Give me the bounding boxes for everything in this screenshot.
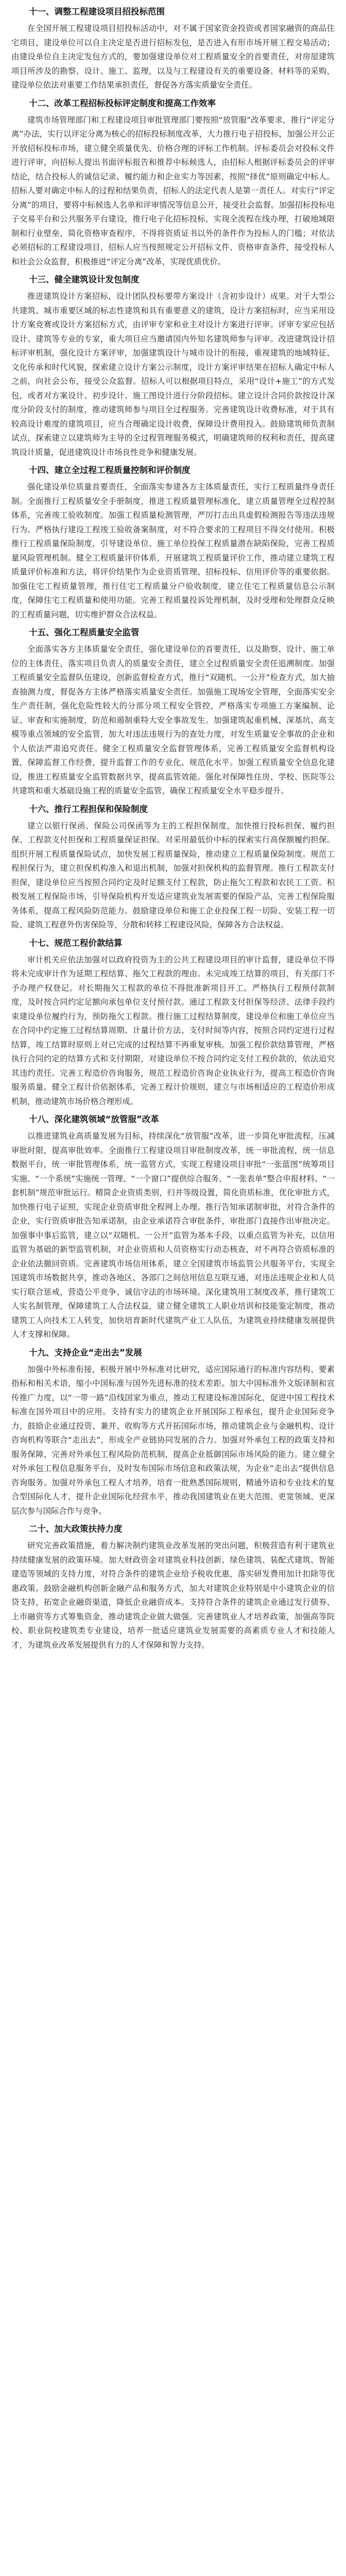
section-20 (11, 1520, 335, 1652)
paragraph: 强化建设单位质量首要责任，全面落实参建各方主体质量责任，实行工程质量终身责任制。全面推行工程质量安全手册制度，推进工程质量管理标准化，建立质量管理全过程控制体系，完善竣工验收制度。加强工程质量检测管理，严厉打击出具虚假检测报告等违法违规行为。严格执行建设工程竣工验收备案制度，对不符合要求的工程项目不得交付使用。积极推行工程质量保险制度，引导建设单位、施工单位投保工程质量潜在缺陷保险，完善工程质量风险管理机制。健全工程质量评价体系，开展建筑工程质量评价工作，推动建立建筑工程质量评价标准和方法，将评价结果作为企业资质管理、招标投标、信用评价等的重要依据。加强住宅工程质量管理，推行住宅工程质量分户验收制度，建立住宅工程质量信息公示制度，保障住宅工程质量和使用功能。完善工程质量投诉处理机制，及时受理和处理群众反映的工程质量问题，切实维护群众合法权益。 (11, 482, 335, 619)
section-14 (11, 462, 335, 622)
paragraph: 建筑市场管理部门和工程建设项目审批管理部门要按照“放管服”改革要求，推行“评定分离”办法，实行以评定分离为核心的招标投标制度改革，大力推行电子招投标，加强公开公正开放招标投标市场，建立健全质量优先、价格合理的评标工作机制。评标委员会对投标文件进行评审，向招标人提出书面评标报告和推荐中标候选人，由招标人根据评标委员会的评审结论，结合投标人的诚信记录、履约能力和企业实力等因素，按照“择优”原则确定中标人。招标人要对确定中标人的过程和结果负责，招标人的法定代表人是第一责任人。对实行“评定分离”的项目，要将中标候选人名单和评审情况等信息公开，接受社会监督。加强招标投标电子交易平台和公共服务平台建设，推行电子化招标投标，实现全流程在线办理，打破地域限制和行业壁垒，简化资格审查程序，不得将资质证书以外的条件作为投标人的门槛；对依法必须招标的工程建设项目，招标人应当按照规定公开招标文件、资格审查条件，接受投标人和社会公众监督，积极推进“评定分离”改革，实现优质优价。 (11, 115, 335, 266)
paragraph: 建立以银行保函、保险公司保函等为主的工程担保制度，加快推行投标担保、履约担保、工程款支付担保和工程质量保证担保。对采用最低价中标的探索实行高保额履约担保。组织开展工程质量保险试点，加快发展工程质量保险，推动建立工程质量保险制度。规范工程担保行为，建立担保机构准入和退出机制，加强对担保机构的监督管理。推行工程款支付担保，建设单位应当按照合同约定及时足额支付工程款，防止拖欠工程款和农民工工资。积极发展工程保险市场，引导保险机构开发适应建筑业发展需要的保险产品，完善工程保险服务体系，提高工程风险防范能力。鼓励建设单位和施工企业投保工程一切险、安装工程一切险、建筑工程意外伤害保险等，分散和转移工程建设风险，保障各方合法权益。 (11, 821, 335, 929)
section-title: 二十、加大政策扶持力度 (29, 1524, 123, 1534)
section-13 (11, 271, 335, 460)
section-title: 十三、健全建筑设计发包制度 (29, 275, 140, 284)
section-title: 十八、深化建筑领域“放管服”改革 (29, 1114, 159, 1124)
paragraph: 加强中外标准衔接，积极开展中外标准对比研究，适应国际通行的标准内容结构、要素指标和相关术语，缩小中国标准与国外先进标准的技术差距。加大中国标准外文版译制和宣传推广力度，以“一带一路”沿线国家为重点，推动工程建设标准国际化，促进中国工程技术标准在国外项目中的应用。支持有实力的建筑企业开展国际工程承包，提升企业国际竞争力，鼓励企业通过投资、兼并、收购等方式开拓国际市场，推动建筑企业与金融机构、设计咨询机构等联合“走出去”，形成全产业链协同发展的合力。加强对外承包工程的政策支持和服务保障，完善对外承包工程风险防范机制，提高企业抵御国际市场风险的能力。建立健全对外承包工程信息服务平台，及时发布国际市场信息和政策法规，为企业“走出去”提供信息咨询服务。加强对外承包工程人才培养，培育一批熟悉国际规则、精通外语和专业技术的复合型国际化人才，提升企业国际化经营水平，推动我国建筑业在更大范围、更宽领域、更深层次参与国际合作与竞争。 (11, 1364, 335, 1516)
paragraph: 在全国开展工程建设项目招投标活动中，对不属于国家资金投资或者国家融资的商品住宅项目，建设单位可以自主决定是否进行招标发包，是否进入有形市场开展工程交易活动；由建设单位自主决定发包方式的，要加强建设单位对工程质量安全的首要责任，对房屋建筑项目所涉及的勘察、设计、施工、监理，以及与工程建设有关的重要设备、材料等的采购，建设单位依法对重要工作结果承担责任，督促各方落实质量安全责任。 (11, 24, 335, 90)
section-18 (11, 1111, 335, 1342)
paragraph: 审计机关应依法加强对以政府投资为主的公共工程建设项目的审计监督，建设单位不得将未完成审计作为延期工程结算、拖欠工程款的理由。未完成竣工结算的项目，有关部门不予办理产权登记。对长期拖欠工程款的单位不得批准新项目开工。严格执行工程预付款制度，及时按合同约定足额向承包单位支付预付款。通过工程款支付担保等经济、法律手段约束建设单位履约行为，预防拖欠工程款。推行施工过程结算制度，建设单位和施工单位应当在合同中约定施工过程结算周期、计量计价方法、支付时间等内容，按照合同约定进行过程结算，竣工结算时原则上对已完成的过程结算不再重复审核。加强工程价款结算管理，严格执行合同约定的结算方式和支付期限，对建设单位不按合同约定支付工程价款的，依法追究其违约责任。完善工程造价咨询服务，规范工程造价咨询企业执业行为，提高工程造价咨询服务质量。健全工程计价依据体系，完善工程计价规则，建立与市场相适应的工程造价形成机制，推动建筑市场价格合理形成。 (11, 955, 335, 1106)
section-title: 十六、推行工程担保和保险制度 (29, 804, 148, 814)
section-title: 十二、改革工程招标投标评定制度和提高工作效率 (29, 98, 216, 108)
section-15 (11, 624, 335, 799)
section-12 (11, 95, 335, 269)
section-19 (11, 1344, 335, 1519)
section-title: 十七、规范工程价款结算 (29, 938, 123, 948)
section-title: 十一、调整工程建设项目招投标范围 (29, 7, 165, 16)
section-title: 十九、支持企业“走出去”发展 (29, 1347, 142, 1358)
paragraph: 以推进建筑业高质量发展为目标，持续深化“放管服”改革，进一步简化审批流程，压减审批时限，提高审批效率。全面推行工程建设项目审批制度改革，统一审批流程，统一信息数据平台，统一审批管理体系，统一监管方式，实现工程建设项目审批“一张蓝图”统筹项目实施、“一个系统”实施统一管理、“一个窗口”提供综合服务、“一张表单”整合申报材料、“一套机制”规范审批运行。精简企业资质类别，归并等级设置，简化资质标准，优化审批方式，加快推行电子证照，实现企业资质审批全程网上办理。推行告知承诺制审批，对符合条件的企业，实行资质审批告知承诺制，由企业承诺符合审批条件，审批部门直接作出审批决定。加强事中事后监管，建立以“双随机、一公开”监管为基本手段，以重点监管为补充，以信用监管为基础的新型监管机制，对企业资质和人员资格实行动态核查，对不再符合资质标准的企业依法撤回资质。完善建筑市场信用体系，建立全国建筑市场监管公共服务平台，实现全国建筑市场数据共享，推动各地区、各部门之间信用信息互联互通，对违法违规企业和人员实行联合惩戒，营造公平竞争、诚信守法的市场环境。深化建筑用工制度改革，推行建筑工人实名制管理，保障建筑工人合法权益，建立健全建筑工人职业培训和技能鉴定制度，推动建筑工人向技术工人转变，加快培育新时代建筑产业工人队伍，为建筑业持续健康发展提供人才支撑和保障。 (11, 1131, 335, 1339)
section-11 (11, 3, 335, 93)
section-16 (11, 801, 335, 933)
section-title: 十五、强化工程质量安全监管 (29, 628, 140, 637)
paragraph: 全面落实各方主体质量安全责任，强化建设单位的首要责任，以及勘察、设计、施工单位的主体责任，落实项目负责人的质量安全责任，建立全过程质量安全责任追溯制度。加强工程质量安全监督队伍建设，创新监督检查方式，推行“双随机、一公开”检查方式，加大抽查抽测力度，督促各方主体严格落实质量安全责任。加强施工现场安全管理，全面落实安全生产责任制，强化危险性较大的分部分项工程安全管控，严格落实专项施工方案编制、论证、审查和实施制度，防范和遏制重特大安全事故发生。加强建筑起重机械、深基坑、高支模等重点领域的安全监管，加大对违法违规行为的查处力度，对发生质量安全事故的企业和个人依法严肃追究责任。健全工程质量安全监督管理体系，完善工程质量安全监督机构设置，保障监督工作经费，提升监督工作的专业化、规范化水平。加强工程质量安全信息化建设，推进工程质量安全监管数据共享，提高监管效能。强化对保障性住房、学校、医院等公共建筑和重大基础设施工程的质量安全监管，确保工程质量安全水平稳步提升。 (11, 645, 335, 795)
section-title: 十四、建立全过程工程质量控制和评价制度 (29, 465, 191, 475)
paragraph: 研究完善政策措施，着力解决制约建筑业改革发展的突出问题，积极营造有利于建筑业持续健康发展的政策环境。加大财政资金对建筑业科技创新、绿色建筑、装配式建筑、智能建造等领域的支持力度，对符合条件的建筑企业给予税收优惠，落实研发费用加计扣除等优惠政策。鼓励金融机构创新金融产品和服务方式，加大对建筑企业特别是中小建筑企业的信贷支持，拓宽企业融资渠道，降低企业融资成本。支持符合条件的建筑企业通过发行债券、上市融资等方式筹集资金，推动建筑企业做大做强。完善建筑业人才培养政策，加强高等院校、职业院校建筑类专业建设，培养一批适应建筑业发展需要的高素质专业人才和技能人才，为建筑业改革发展提供有力的人才保障和智力支持。 (11, 1541, 335, 1650)
section-17 (11, 935, 335, 1109)
paragraph: 推进建筑设计方案招标，设计团队投标要带方案设计（含初步设计）成果。对于大型公共建筑、城市重要区域的标志性建筑和具有重要意义的建筑，设计方案招标时，应当采用设计方案竞赛或设计方案招标方式，由评审专家和业主对设计方案进行评审。评审专家应包括设计、建筑等专业的专家，重大项目应当邀请国内外知名建筑师参与评审。改进建筑设计招标评审机制，强化设计方案评审，加强建筑设计与城市设计的衔接，重视建筑的地域特征、文化传承和时代风貌，探索建立设计方案公示制度，设计方案评审结果在招标人确定中标人之前，向社会公布，接受公众监督。招标人可以根据项目特点，采用“设计+施工”的方式发包，或者对方案设计、初步设计、施工图设计进行分阶段招标。建立设计合同价款按设计深度分阶段支付的制度，推动建筑师参与项目全过程服务。完善建筑设计收费标准，对于具有较高设计难度的建筑项目，应当合理确定设计收费，保障设计费用投入。鼓励建筑师负责制试点，探索建立以建筑师为主导的全过程管理服务模式，明确建筑师的权利和责任，提高建筑设计质量，促进建筑设计市场良性竞争和健康发展。 (11, 292, 335, 457)
